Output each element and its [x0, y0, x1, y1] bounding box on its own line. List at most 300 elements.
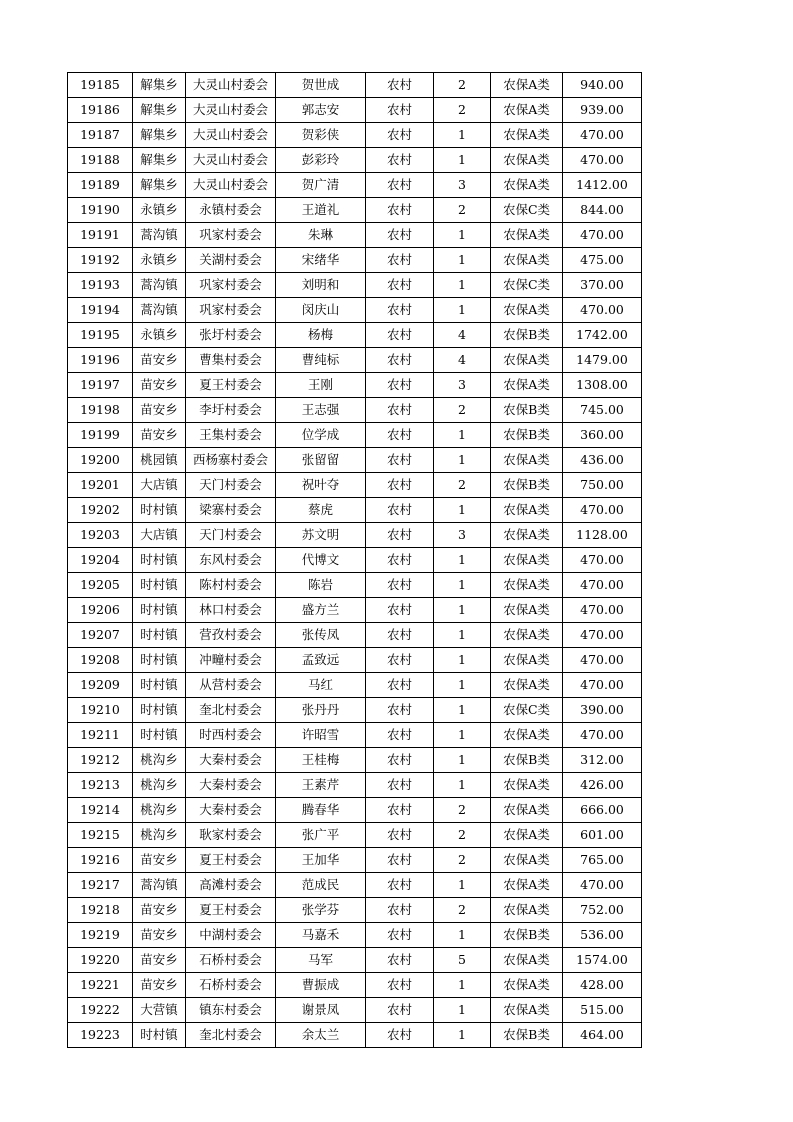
- table-row: [68, 98, 642, 123]
- record-id-cell: 19190: [68, 198, 133, 223]
- amount-cell: 765.00: [563, 848, 642, 873]
- town-cell: 解集乡: [133, 73, 186, 98]
- insurance-category-cell: 农保A类: [491, 973, 563, 998]
- insurance-category-cell: 农保B类: [491, 323, 563, 348]
- village-committee-cell: 张圩村委会: [186, 323, 276, 348]
- village-committee-cell: 大秦村委会: [186, 773, 276, 798]
- table-row: [68, 248, 642, 273]
- village-committee-cell: 冲疃村委会: [186, 648, 276, 673]
- person-name-cell: 闵庆山: [276, 298, 366, 323]
- village-committee-cell: 时西村委会: [186, 723, 276, 748]
- insurance-category-cell: 农保A类: [491, 523, 563, 548]
- insurance-category-cell: 农保B类: [491, 748, 563, 773]
- town-cell: 大店镇: [133, 523, 186, 548]
- record-id-cell: 19203: [68, 523, 133, 548]
- record-id-cell: 19208: [68, 648, 133, 673]
- town-cell: 桃沟乡: [133, 823, 186, 848]
- person-name-cell: 王刚: [276, 373, 366, 398]
- town-cell: 苗安乡: [133, 923, 186, 948]
- table-row: [68, 448, 642, 473]
- member-count-cell: 1: [434, 723, 491, 748]
- member-count-cell: 1: [434, 748, 491, 773]
- record-id-cell: 19218: [68, 898, 133, 923]
- member-count-cell: 1: [434, 223, 491, 248]
- table-row: [68, 298, 642, 323]
- insurance-category-cell: 农保C类: [491, 698, 563, 723]
- household-type-cell: 农村: [366, 548, 434, 573]
- person-name-cell: 孟致远: [276, 648, 366, 673]
- household-type-cell: 农村: [366, 948, 434, 973]
- household-type-cell: 农村: [366, 673, 434, 698]
- village-committee-cell: 大灵山村委会: [186, 173, 276, 198]
- household-type-cell: 农村: [366, 698, 434, 723]
- member-count-cell: 1: [434, 698, 491, 723]
- record-id-cell: 19209: [68, 673, 133, 698]
- household-type-cell: 农村: [366, 123, 434, 148]
- member-count-cell: 2: [434, 848, 491, 873]
- household-type-cell: 农村: [366, 223, 434, 248]
- insurance-category-cell: 农保A类: [491, 148, 563, 173]
- insurance-category-cell: 农保A类: [491, 823, 563, 848]
- household-type-cell: 农村: [366, 473, 434, 498]
- household-type-cell: 农村: [366, 898, 434, 923]
- amount-cell: 470.00: [563, 723, 642, 748]
- person-name-cell: 郭志安: [276, 98, 366, 123]
- amount-cell: 470.00: [563, 223, 642, 248]
- table-row: [68, 148, 642, 173]
- member-count-cell: 3: [434, 523, 491, 548]
- insurance-category-cell: 农保A类: [491, 873, 563, 898]
- household-type-cell: 农村: [366, 973, 434, 998]
- member-count-cell: 1: [434, 673, 491, 698]
- village-committee-cell: 巩家村委会: [186, 298, 276, 323]
- member-count-cell: 1: [434, 923, 491, 948]
- household-type-cell: 农村: [366, 448, 434, 473]
- person-name-cell: 贺彩侠: [276, 123, 366, 148]
- member-count-cell: 4: [434, 348, 491, 373]
- amount-cell: 940.00: [563, 73, 642, 98]
- town-cell: 时村镇: [133, 548, 186, 573]
- table-row: [68, 723, 642, 748]
- member-count-cell: 2: [434, 98, 491, 123]
- insurance-category-cell: 农保A类: [491, 848, 563, 873]
- record-id-cell: 19195: [68, 323, 133, 348]
- village-committee-cell: 从营村委会: [186, 673, 276, 698]
- amount-cell: 1742.00: [563, 323, 642, 348]
- amount-cell: 312.00: [563, 748, 642, 773]
- table-row: [68, 173, 642, 198]
- table-row: [68, 123, 642, 148]
- household-type-cell: 农村: [366, 198, 434, 223]
- record-id-cell: 19220: [68, 948, 133, 973]
- record-id-cell: 19200: [68, 448, 133, 473]
- insurance-category-cell: 农保A类: [491, 173, 563, 198]
- village-committee-cell: 王集村委会: [186, 423, 276, 448]
- village-committee-cell: 夏王村委会: [186, 373, 276, 398]
- village-committee-cell: 石桥村委会: [186, 948, 276, 973]
- insurance-category-cell: 农保A类: [491, 798, 563, 823]
- village-committee-cell: 林口村委会: [186, 598, 276, 623]
- town-cell: 苗安乡: [133, 898, 186, 923]
- record-id-cell: 19201: [68, 473, 133, 498]
- record-id-cell: 19199: [68, 423, 133, 448]
- village-committee-cell: 营孜村委会: [186, 623, 276, 648]
- person-name-cell: 蔡虎: [276, 498, 366, 523]
- town-cell: 苗安乡: [133, 373, 186, 398]
- household-type-cell: 农村: [366, 73, 434, 98]
- town-cell: 时村镇: [133, 1023, 186, 1048]
- record-id-cell: 19193: [68, 273, 133, 298]
- table-row: [68, 773, 642, 798]
- village-committee-cell: 大灵山村委会: [186, 98, 276, 123]
- village-committee-cell: 奎北村委会: [186, 698, 276, 723]
- insurance-category-cell: 农保A类: [491, 673, 563, 698]
- insurance-category-cell: 农保A类: [491, 348, 563, 373]
- record-id-cell: 19188: [68, 148, 133, 173]
- insurance-category-cell: 农保A类: [491, 548, 563, 573]
- household-type-cell: 农村: [366, 348, 434, 373]
- village-committee-cell: 陈村村委会: [186, 573, 276, 598]
- member-count-cell: 1: [434, 423, 491, 448]
- insurance-category-cell: 农保B类: [491, 423, 563, 448]
- person-name-cell: 张广平: [276, 823, 366, 848]
- insurance-category-cell: 农保A类: [491, 448, 563, 473]
- person-name-cell: 马军: [276, 948, 366, 973]
- town-cell: 桃沟乡: [133, 748, 186, 773]
- record-id-cell: 19215: [68, 823, 133, 848]
- amount-cell: 464.00: [563, 1023, 642, 1048]
- household-type-cell: 农村: [366, 773, 434, 798]
- table-row: [68, 873, 642, 898]
- town-cell: 时村镇: [133, 723, 186, 748]
- person-name-cell: 陈岩: [276, 573, 366, 598]
- town-cell: 时村镇: [133, 648, 186, 673]
- amount-cell: 1574.00: [563, 948, 642, 973]
- record-id-cell: 19206: [68, 598, 133, 623]
- table-row: [68, 648, 642, 673]
- amount-cell: 470.00: [563, 498, 642, 523]
- table-row: [68, 898, 642, 923]
- member-count-cell: 1: [434, 973, 491, 998]
- household-type-cell: 农村: [366, 173, 434, 198]
- amount-cell: 426.00: [563, 773, 642, 798]
- record-id-cell: 19189: [68, 173, 133, 198]
- record-id-cell: 19213: [68, 773, 133, 798]
- village-committee-cell: 夏王村委会: [186, 898, 276, 923]
- insurance-category-cell: 农保A类: [491, 898, 563, 923]
- record-id-cell: 19216: [68, 848, 133, 873]
- member-count-cell: 2: [434, 73, 491, 98]
- member-count-cell: 2: [434, 473, 491, 498]
- member-count-cell: 1: [434, 623, 491, 648]
- table-row: [68, 423, 642, 448]
- insurance-category-cell: 农保C类: [491, 273, 563, 298]
- household-type-cell: 农村: [366, 998, 434, 1023]
- town-cell: 时村镇: [133, 673, 186, 698]
- member-count-cell: 1: [434, 1023, 491, 1048]
- town-cell: 桃沟乡: [133, 798, 186, 823]
- person-name-cell: 朱琳: [276, 223, 366, 248]
- insurance-category-cell: 农保A类: [491, 298, 563, 323]
- record-id-cell: 19192: [68, 248, 133, 273]
- village-committee-cell: 大秦村委会: [186, 748, 276, 773]
- person-name-cell: 王志强: [276, 398, 366, 423]
- person-name-cell: 贺广清: [276, 173, 366, 198]
- town-cell: 时村镇: [133, 698, 186, 723]
- village-committee-cell: 西杨寨村委会: [186, 448, 276, 473]
- insurance-category-cell: 农保A类: [491, 73, 563, 98]
- amount-cell: 939.00: [563, 98, 642, 123]
- table-row: [68, 923, 642, 948]
- village-committee-cell: 镇东村委会: [186, 998, 276, 1023]
- town-cell: 时村镇: [133, 623, 186, 648]
- person-name-cell: 宋绪华: [276, 248, 366, 273]
- amount-cell: 470.00: [563, 873, 642, 898]
- member-count-cell: 1: [434, 648, 491, 673]
- household-type-cell: 农村: [366, 623, 434, 648]
- town-cell: 桃沟乡: [133, 773, 186, 798]
- person-name-cell: 马嘉禾: [276, 923, 366, 948]
- table-row: [68, 848, 642, 873]
- village-committee-cell: 李圩村委会: [186, 398, 276, 423]
- amount-cell: 470.00: [563, 548, 642, 573]
- amount-cell: 752.00: [563, 898, 642, 923]
- household-type-cell: 农村: [366, 498, 434, 523]
- person-name-cell: 张留留: [276, 448, 366, 473]
- table-row: [68, 223, 642, 248]
- town-cell: 解集乡: [133, 123, 186, 148]
- amount-cell: 470.00: [563, 573, 642, 598]
- table-row: [68, 1023, 642, 1048]
- village-committee-cell: 大灵山村委会: [186, 73, 276, 98]
- amount-cell: 844.00: [563, 198, 642, 223]
- person-name-cell: 代博文: [276, 548, 366, 573]
- household-type-cell: 农村: [366, 598, 434, 623]
- household-type-cell: 农村: [366, 748, 434, 773]
- household-type-cell: 农村: [366, 323, 434, 348]
- member-count-cell: 1: [434, 998, 491, 1023]
- member-count-cell: 2: [434, 798, 491, 823]
- member-count-cell: 1: [434, 498, 491, 523]
- record-id-cell: 19207: [68, 623, 133, 648]
- member-count-cell: 1: [434, 773, 491, 798]
- amount-cell: 470.00: [563, 148, 642, 173]
- table-row: [68, 698, 642, 723]
- person-name-cell: 张传凤: [276, 623, 366, 648]
- village-committee-cell: 高滩村委会: [186, 873, 276, 898]
- amount-cell: 1412.00: [563, 173, 642, 198]
- person-name-cell: 王加华: [276, 848, 366, 873]
- record-id-cell: 19202: [68, 498, 133, 523]
- town-cell: 解集乡: [133, 98, 186, 123]
- person-name-cell: 王素芹: [276, 773, 366, 798]
- member-count-cell: 1: [434, 448, 491, 473]
- record-id-cell: 19212: [68, 748, 133, 773]
- village-committee-cell: 夏王村委会: [186, 848, 276, 873]
- village-committee-cell: 耿家村委会: [186, 823, 276, 848]
- village-committee-cell: 中湖村委会: [186, 923, 276, 948]
- record-id-cell: 19187: [68, 123, 133, 148]
- amount-cell: 470.00: [563, 123, 642, 148]
- insurance-category-cell: 农保A类: [491, 123, 563, 148]
- insurance-category-cell: 农保A类: [491, 498, 563, 523]
- person-name-cell: 王桂梅: [276, 748, 366, 773]
- record-id-cell: 19197: [68, 373, 133, 398]
- table-row: [68, 673, 642, 698]
- insurance-category-cell: 农保A类: [491, 598, 563, 623]
- town-cell: 永镇乡: [133, 323, 186, 348]
- insurance-category-cell: 农保A类: [491, 623, 563, 648]
- insurance-category-cell: 农保A类: [491, 98, 563, 123]
- amount-cell: 515.00: [563, 998, 642, 1023]
- member-count-cell: 1: [434, 248, 491, 273]
- person-name-cell: 盛方兰: [276, 598, 366, 623]
- person-name-cell: 张丹丹: [276, 698, 366, 723]
- person-name-cell: 许昭雪: [276, 723, 366, 748]
- amount-cell: 470.00: [563, 623, 642, 648]
- person-name-cell: 祝叶夺: [276, 473, 366, 498]
- household-type-cell: 农村: [366, 273, 434, 298]
- person-name-cell: 张学芬: [276, 898, 366, 923]
- village-committee-cell: 石桥村委会: [186, 973, 276, 998]
- town-cell: 苗安乡: [133, 973, 186, 998]
- amount-cell: 750.00: [563, 473, 642, 498]
- member-count-cell: 5: [434, 948, 491, 973]
- amount-cell: 470.00: [563, 298, 642, 323]
- town-cell: 蒿沟镇: [133, 298, 186, 323]
- household-type-cell: 农村: [366, 298, 434, 323]
- insurance-category-cell: 农保A类: [491, 773, 563, 798]
- member-count-cell: 2: [434, 898, 491, 923]
- amount-cell: 536.00: [563, 923, 642, 948]
- village-committee-cell: 巩家村委会: [186, 273, 276, 298]
- village-committee-cell: 天门村委会: [186, 473, 276, 498]
- town-cell: 苗安乡: [133, 398, 186, 423]
- town-cell: 蒿沟镇: [133, 873, 186, 898]
- record-id-cell: 19222: [68, 998, 133, 1023]
- table-row: [68, 373, 642, 398]
- household-type-cell: 农村: [366, 723, 434, 748]
- record-id-cell: 19217: [68, 873, 133, 898]
- village-committee-cell: 巩家村委会: [186, 223, 276, 248]
- person-name-cell: 范成民: [276, 873, 366, 898]
- table-row: [68, 473, 642, 498]
- member-count-cell: 4: [434, 323, 491, 348]
- insurance-category-cell: 农保A类: [491, 723, 563, 748]
- amount-cell: 666.00: [563, 798, 642, 823]
- household-type-cell: 农村: [366, 573, 434, 598]
- village-committee-cell: 奎北村委会: [186, 1023, 276, 1048]
- household-type-cell: 农村: [366, 823, 434, 848]
- household-type-cell: 农村: [366, 648, 434, 673]
- person-name-cell: 贺世成: [276, 73, 366, 98]
- town-cell: 大营镇: [133, 998, 186, 1023]
- member-count-cell: 1: [434, 598, 491, 623]
- amount-cell: 1308.00: [563, 373, 642, 398]
- member-count-cell: 1: [434, 298, 491, 323]
- member-count-cell: 3: [434, 373, 491, 398]
- table-row: [68, 548, 642, 573]
- household-type-cell: 农村: [366, 848, 434, 873]
- member-count-cell: 2: [434, 198, 491, 223]
- amount-cell: 390.00: [563, 698, 642, 723]
- table-row: [68, 798, 642, 823]
- town-cell: 时村镇: [133, 573, 186, 598]
- table-row: [68, 198, 642, 223]
- household-type-cell: 农村: [366, 373, 434, 398]
- insurance-category-cell: 农保A类: [491, 573, 563, 598]
- village-committee-cell: 关湖村委会: [186, 248, 276, 273]
- record-id-cell: 19211: [68, 723, 133, 748]
- record-id-cell: 19221: [68, 973, 133, 998]
- table-row: [68, 73, 642, 98]
- insurance-category-cell: 农保A类: [491, 223, 563, 248]
- member-count-cell: 1: [434, 573, 491, 598]
- household-type-cell: 农村: [366, 398, 434, 423]
- town-cell: 苗安乡: [133, 348, 186, 373]
- town-cell: 时村镇: [133, 598, 186, 623]
- record-id-cell: 19194: [68, 298, 133, 323]
- table-row: [68, 398, 642, 423]
- record-id-cell: 19196: [68, 348, 133, 373]
- table-row: [68, 498, 642, 523]
- table-row: [68, 348, 642, 373]
- amount-cell: 1479.00: [563, 348, 642, 373]
- member-count-cell: 2: [434, 398, 491, 423]
- amount-cell: 428.00: [563, 973, 642, 998]
- person-name-cell: 彭彩玲: [276, 148, 366, 173]
- town-cell: 永镇乡: [133, 198, 186, 223]
- table-row: [68, 748, 642, 773]
- person-name-cell: 马红: [276, 673, 366, 698]
- member-count-cell: 1: [434, 873, 491, 898]
- town-cell: 苗安乡: [133, 848, 186, 873]
- household-type-cell: 农村: [366, 248, 434, 273]
- amount-cell: 475.00: [563, 248, 642, 273]
- table-row: [68, 823, 642, 848]
- town-cell: 苗安乡: [133, 423, 186, 448]
- record-id-cell: 19219: [68, 923, 133, 948]
- record-id-cell: 19214: [68, 798, 133, 823]
- table-row: [68, 948, 642, 973]
- household-type-cell: 农村: [366, 423, 434, 448]
- person-name-cell: 曹振成: [276, 973, 366, 998]
- insurance-category-cell: 农保C类: [491, 198, 563, 223]
- village-committee-cell: 大秦村委会: [186, 798, 276, 823]
- amount-cell: 470.00: [563, 648, 642, 673]
- table-row: [68, 573, 642, 598]
- record-id-cell: 19191: [68, 223, 133, 248]
- town-cell: 时村镇: [133, 498, 186, 523]
- records-table: [67, 72, 642, 1048]
- insurance-category-cell: 农保A类: [491, 648, 563, 673]
- household-type-cell: 农村: [366, 1023, 434, 1048]
- household-type-cell: 农村: [366, 923, 434, 948]
- table-row: [68, 323, 642, 348]
- amount-cell: 470.00: [563, 598, 642, 623]
- record-id-cell: 19186: [68, 98, 133, 123]
- table-row: [68, 273, 642, 298]
- person-name-cell: 位学成: [276, 423, 366, 448]
- person-name-cell: 余太兰: [276, 1023, 366, 1048]
- record-id-cell: 19185: [68, 73, 133, 98]
- village-committee-cell: 大灵山村委会: [186, 123, 276, 148]
- person-name-cell: 王道礼: [276, 198, 366, 223]
- records-table-body: [68, 73, 642, 1048]
- village-committee-cell: 东风村委会: [186, 548, 276, 573]
- insurance-category-cell: 农保B类: [491, 473, 563, 498]
- member-count-cell: 2: [434, 823, 491, 848]
